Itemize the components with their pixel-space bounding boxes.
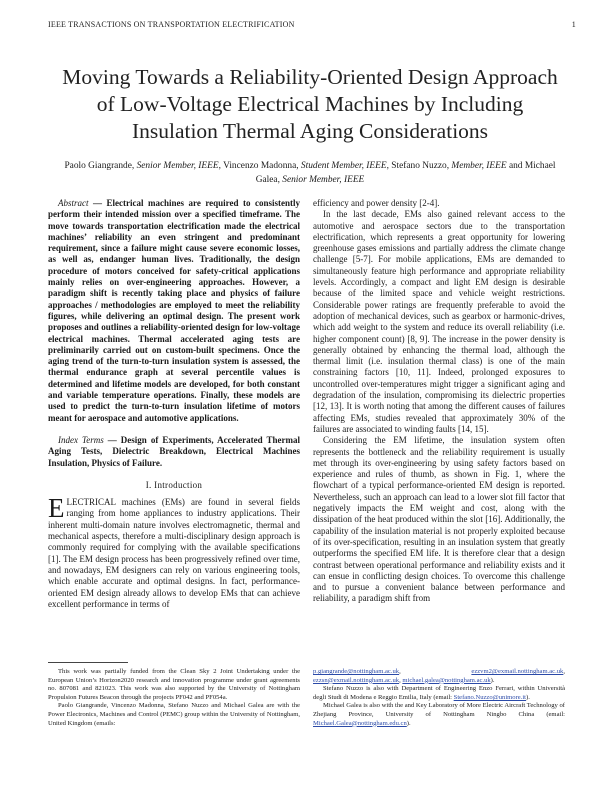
running-header	[48, 20, 576, 32]
author-list	[60, 159, 560, 187]
index-terms	[48, 435, 300, 469]
abstract-label: Abstract	[58, 198, 89, 208]
nuzzo-affiliation-text: Stefano Nuzzo is also with Department of Engineering Enzo Ferrari, within Università degli Studi di Modena e Reggio Emilia, Italy (email:	[313, 685, 565, 701]
author-3-role: Member, IEEE	[451, 161, 507, 171]
footnotes-left	[48, 668, 300, 728]
author-4-role: Senior Member, IEEE	[282, 175, 365, 185]
affiliation-footnote: Paolo Giangrande, Vincenzo Madonna, Stefano Nuzzo and Michael Galea are with the Power Electronics, Machines and Control (PEMC) group within the University of Nottingham, United Kingdom (emails:	[48, 702, 300, 727]
author-2-role: Student Member, IEEE,	[300, 161, 389, 171]
email-link-giangrande[interactable]: p.giangrande@nottingham.ac.uk	[313, 668, 400, 675]
author-1-role: Senior Member, IEEE,	[136, 161, 221, 171]
email-link-galea-ningbo[interactable]: Michael.Galea@nottingham.edu.cn	[313, 719, 407, 727]
paper-title: Moving Towards a Reliability-Oriented Design Approach of Low-Voltage Electrical Machines by Including Insulation Thermal Aging Considerations	[62, 65, 558, 143]
email-link-madonna[interactable]: ezzvm2@exmail.nottingham.ac.uk	[471, 668, 564, 675]
email-link-nuzzo-unimore[interactable]: Stefano.Nuzzo@unimore.it	[453, 693, 527, 701]
abstract-text: — Electrical machines are required to consistently perform their intended mission over a specified timeframe. The move towards transportation electrification made the electrical machines’ reliability an even stringent and predominant requirement, since a failure might cause severe economic losses, as well as, endanger human lives. Traditionally, the design procedure of motors conceived for safety-critical applications mainly relies on over-engineering approaches. However, a paradigm shift is recently taking place and physics of failure approaches / methodologies are employed to meet the reliability figures, while delivering an optimal design. The present work proposes and outlines a reliability-oriented design for low-voltage electrical machines. Thermal accelerated aging tests are preliminarily carried out on custom-built specimens. Once the aging trend of the turn-to-turn insulation system is assessed, the thermal endurance graph at several percentile values is determined and lifetime models are developed, for both constant and variable temperature operations. Finally, these models are used to predict the turn-to-turn insulation lifetime of motors meant for aerospace and automotive applications.	[48, 198, 300, 423]
author-4: and Michael Galea,	[255, 161, 556, 185]
journal-name: IEEE TRANSACTIONS ON TRANSPORTATION ELECTRIFICATION	[48, 20, 295, 29]
right-paragraph-2: Considering the EM lifetime, the insulation system often represents the bottleneck and the reliability requirement is usually met through its over-engineering by using safety factors based on experience and rules of thumb, as shown in Fig. 1, where the flowchart of a typical performance-oriented EM design is reported. Nevertheless, such an approach can lead to a lower slot fill factor that negatively impacts the EM weight and cost, along with the dissipation of the heat produced within the slot [16]. Additionally, the capability of the insulation material is not properly exploited because of its over-specification, resulting in an insulation system that greatly outperforms the specified EM life. It is therefore clear that a design contrast between operational performance and reliability exists and it can ensue in conflicting design choices. To overcome this challenge and to pursue a convenient balance between performance and reliability, a paradigm shift from	[313, 435, 565, 604]
intro-paragraph-1-text: LECTRICAL machines (EMs) are found in several fields ranging from home appliances to industry applications. Their inherent multi-domain nature involves electromagnetic, thermal and mechanical aspects, therefore a multi-disciplinary design approach is commonly required for complying with the available specifications [1]. The EM design process has been progressively refined over time, and nowadays, EM designers can rely on various engineering tools, which enable accurate and optimal designs. In fact, performance-oriented EM design already allows to develop EMs that can achieve excellent performance in terms of	[48, 497, 300, 609]
nuzzo-affiliation-footnote: Stefano Nuzzo is also with Department of Engineering Enzo Ferrari, within Università degli Studi di Modena e Reggio Emilia, Italy (email: Stefano.Nuzzo@unimore.it).	[313, 685, 565, 701]
right-paragraph-0: efficiency and power density [2-4].	[313, 198, 440, 208]
author-1: Paolo Giangrande,	[64, 161, 135, 171]
page-number: 1	[571, 20, 576, 29]
email-list: p.giangrande@nottingham.ac.uk, ezzvm2@exmail.nottingham.ac.uk, ezzsn@exmail.nottingham.ac.uk, michael.galea@nottingham.ac.uk).	[313, 668, 565, 684]
intro-paragraph-1	[48, 493, 300, 610]
index-terms-label: Index Terms	[58, 434, 104, 445]
left-column	[48, 198, 300, 610]
funding-footnote: This work was partially funded from the Clean Sky 2 Joint Undertaking under the European Union’s Horizon2020 research and innovation programme under grant agreements no. 807081 and 821023. This work was also supported by the University of Nottingham Propulsion Futures Beacon through the projects PF042 and PF054a.	[48, 668, 300, 701]
right-paragraph-1: In the last decade, EMs also gained relevant access to the automotive and aerospace sectors due to the transportation electrification, which represents a great opportunity for lowering greenhouse gases emissions and partially address the climate change challenge [5-7]. For mobile applications, EMs are demanded to simultaneously feature high performance and appropriate reliability levels. Accordingly, a compact and light EM design is desirable because of the limited space and vehicle weight restrictions. Considerable power ratings are frequently preferable to avoid the adoption of mechanical devices, such as gearbox or harmonic-drives, which add weight to the system and reduce its overall reliability (i.e. higher component count) [8, 9]. The increase in the power density is generally obtained by enhancing the thermal load, although the thermal limit (i.e. insulation thermal class) is one of the main constraining factors [10, 11]. Indeed, prolonged exposures to uncontrolled over-temperatures might trigger a significant aging and degradation of the insulation, compromising its dielectric properties [12, 13]. It is worth noting that among the different causes of failures affecting EMs, studies revealed that approximately 30% of the failures are associated to winding faults [14, 15].	[313, 209, 565, 434]
drop-cap-letter: E	[48, 493, 65, 524]
email-link-nuzzo[interactable]: ezzsn@exmail.nottingham.ac.uk	[313, 676, 400, 684]
galea-affiliation-text: Michael Galea is also with the and Key Laboratory of More Electric Aircraft Technology of Zhejiang Province, University of Nottingham Ningbo China (email:	[313, 702, 565, 718]
index-terms-text: — Design of Experiments, Accelerated Thermal Aging Tests, Dielectric Breakdown, Electrical Machines Insulation, Physics of Failure.	[48, 434, 300, 468]
footnote-rule	[48, 662, 128, 663]
galea-affiliation-footnote: Michael Galea is also with the and Key Laboratory of More Electric Aircraft Technology of Zhejiang Province, University of Nottingham Ningbo China (email: Michael.Galea@nottingham.edu.cn).	[313, 702, 565, 727]
section-heading-introduction: I. Introduction	[145, 479, 203, 490]
author-2: Vincenzo Madonna,	[223, 161, 299, 171]
email-link-galea[interactable]: michael.galea@nottingham.ac.uk	[402, 676, 491, 684]
abstract	[48, 198, 300, 424]
right-column	[313, 198, 565, 605]
author-3: Stefano Nuzzo,	[391, 161, 450, 171]
footnotes-right	[313, 668, 565, 728]
